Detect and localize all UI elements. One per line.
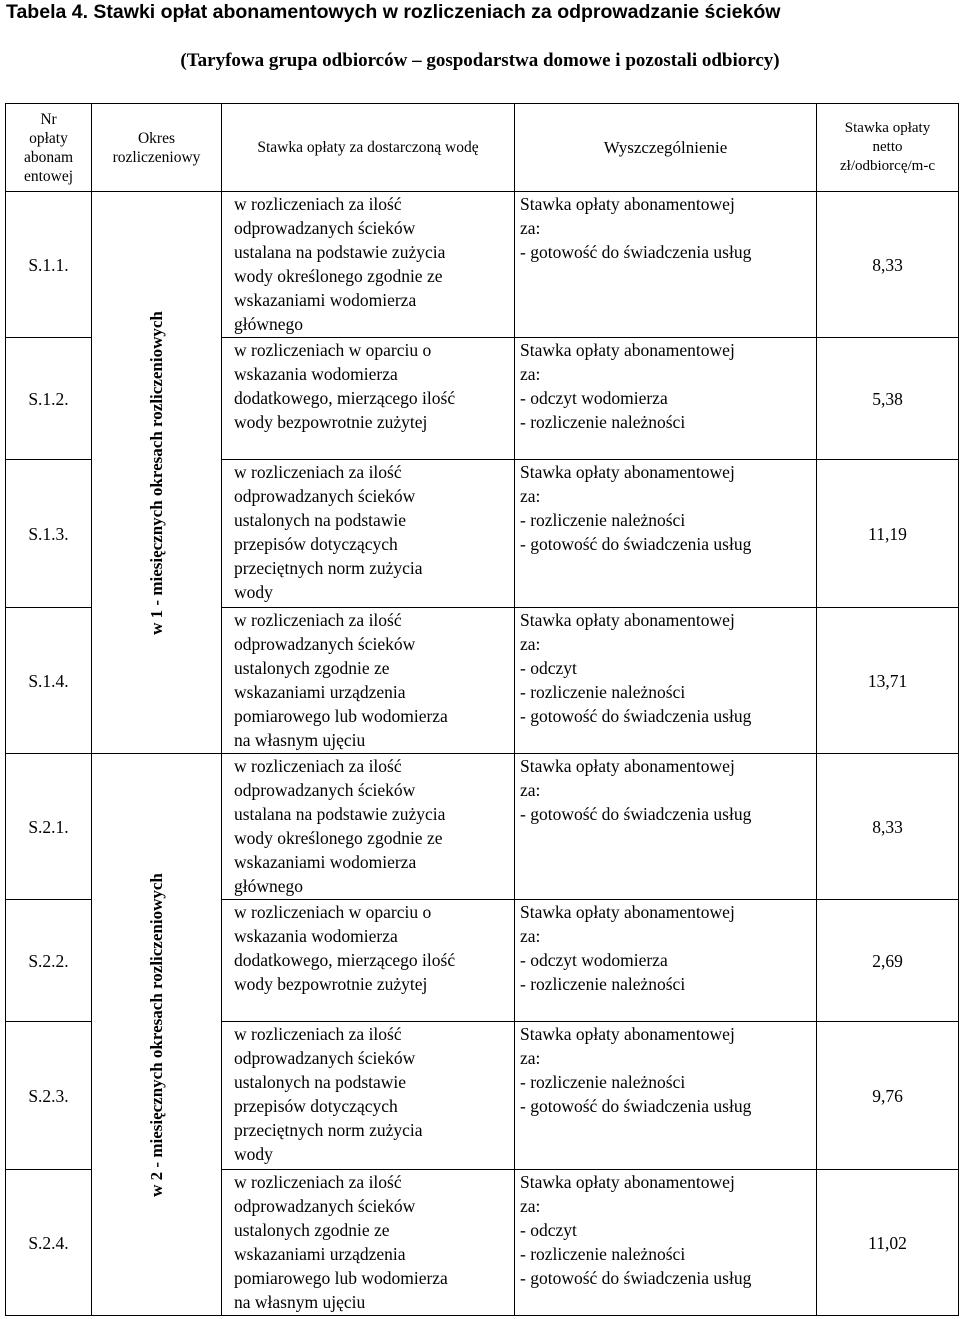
- tariff-table: [5, 103, 959, 1316]
- specification-line: - odczyt: [520, 1220, 577, 1240]
- description-line: w rozliczeniach w oparciu o: [234, 340, 432, 360]
- specification-line: za:: [520, 486, 541, 506]
- description-line: na własnym ujęciu: [234, 730, 366, 750]
- period-cell: [92, 754, 222, 1316]
- description-line: w rozliczeniach za ilość: [234, 756, 402, 776]
- specification-line: - odczyt: [520, 658, 577, 678]
- table-row: [6, 192, 959, 338]
- description-line: wskazaniami wodomierza: [234, 290, 417, 310]
- period-cell: [92, 192, 222, 754]
- water-rate-description: [222, 754, 515, 900]
- description-line: odprowadzanych ścieków: [234, 486, 416, 506]
- description-line: w rozliczeniach za ilość: [234, 462, 402, 482]
- description-line: głównego: [234, 314, 304, 334]
- description-line: ustalonych zgodnie ze: [234, 1220, 390, 1240]
- description-line: dodatkowego, mierzącego ilość: [234, 950, 456, 970]
- specification-line: za:: [520, 926, 541, 946]
- specification-line: Stawka opłaty abonamentowej: [520, 610, 735, 630]
- specification-line: Stawka opłaty abonamentowej: [520, 902, 735, 922]
- specification-line: - gotowość do świadczenia usług: [520, 1268, 752, 1288]
- description-line: ustalonych na podstawie: [234, 1072, 407, 1092]
- description-line: wody bezpowrotnie zużytej: [234, 412, 428, 432]
- description-line: odprowadzanych ścieków: [234, 634, 416, 654]
- specification-line: za:: [520, 1048, 541, 1068]
- row-number: S.2.1.: [6, 754, 92, 900]
- header-row: [6, 104, 959, 192]
- specification-line: - rozliczenie należności: [520, 412, 686, 432]
- description-line: w rozliczeniach w oparciu o: [234, 902, 432, 922]
- description-line: ustalonych zgodnie ze: [234, 658, 390, 678]
- specification: [515, 1022, 817, 1170]
- description-line: pomiarowego lub wodomierza: [234, 1268, 448, 1288]
- water-rate-description: [222, 460, 515, 608]
- table-subtitle: (Taryfowa grupa odbiorców – gospodarstwa domowe i pozostali odbiorcy): [180, 50, 780, 71]
- net-rate: 8,33: [817, 192, 959, 338]
- specification-line: - gotowość do świadczenia usług: [520, 804, 752, 824]
- specification-line: - gotowość do świadczenia usług: [520, 242, 752, 262]
- row-number: S.1.1.: [6, 192, 92, 338]
- specification-line: za:: [520, 364, 541, 384]
- header-nr: Nr opłaty abonam entowej: [6, 104, 92, 192]
- specification-line: za:: [520, 780, 541, 800]
- period-label: w 1 - miesięcznych okresach rozliczeniowych: [146, 310, 166, 635]
- specification-line: - rozliczenie należności: [520, 974, 686, 994]
- description-line: pomiarowego lub wodomierza: [234, 706, 448, 726]
- row-number: S.2.3.: [6, 1022, 92, 1170]
- description-line: dodatkowego, mierzącego ilość: [234, 388, 456, 408]
- water-rate-description: [222, 608, 515, 754]
- net-rate: 9,76: [817, 1022, 959, 1170]
- specification: [515, 192, 817, 338]
- period-label: w 2 - miesięcznych okresach rozliczeniowych: [146, 872, 166, 1197]
- description-line: przepisów dotyczących: [234, 534, 398, 554]
- specification-line: - rozliczenie należności: [520, 682, 686, 702]
- description-line: głównego: [234, 876, 304, 896]
- specification-line: - gotowość do świadczenia usług: [520, 1096, 752, 1116]
- specification: [515, 338, 817, 460]
- description-line: wody określonego zgodnie ze: [234, 828, 443, 848]
- specification-line: - gotowość do świadczenia usług: [520, 706, 752, 726]
- header-wyszczegolnienie: Wyszczególnienie: [515, 104, 817, 192]
- description-line: przepisów dotyczących: [234, 1096, 398, 1116]
- specification-line: - gotowość do świadczenia usług: [520, 534, 752, 554]
- water-rate-description: [222, 900, 515, 1022]
- description-line: odprowadzanych ścieków: [234, 218, 416, 238]
- specification-line: Stawka opłaty abonamentowej: [520, 1172, 735, 1192]
- specification-line: Stawka opłaty abonamentowej: [520, 756, 735, 776]
- specification-line: za:: [520, 1196, 541, 1216]
- water-rate-description: [222, 1022, 515, 1170]
- description-line: wody bezpowrotnie zużytej: [234, 974, 428, 994]
- row-number: S.2.4.: [6, 1170, 92, 1316]
- description-line: przeciętnych norm zużycia: [234, 558, 423, 578]
- water-rate-description: [222, 192, 515, 338]
- specification-line: - rozliczenie należności: [520, 510, 686, 530]
- description-line: ustalonych na podstawie: [234, 510, 407, 530]
- specification-line: - odczyt wodomierza: [520, 950, 668, 970]
- description-line: odprowadzanych ścieków: [234, 1196, 416, 1216]
- description-line: wskazaniami wodomierza: [234, 852, 417, 872]
- specification-line: Stawka opłaty abonamentowej: [520, 194, 735, 214]
- net-rate: 13,71: [817, 608, 959, 754]
- description-line: w rozliczeniach za ilość: [234, 1024, 402, 1044]
- specification-line: za:: [520, 218, 541, 238]
- row-number: S.1.4.: [6, 608, 92, 754]
- specification-line: Stawka opłaty abonamentowej: [520, 462, 735, 482]
- specification-line: za:: [520, 634, 541, 654]
- net-rate: 2,69: [817, 900, 959, 1022]
- description-line: wody określonego zgodnie ze: [234, 266, 443, 286]
- specification-line: - rozliczenie należności: [520, 1244, 686, 1264]
- description-line: wskazania wodomierza: [234, 926, 398, 946]
- specification: [515, 754, 817, 900]
- row-number: S.1.2.: [6, 338, 92, 460]
- row-number: S.2.2.: [6, 900, 92, 1022]
- description-line: odprowadzanych ścieków: [234, 780, 416, 800]
- description-line: ustalana na podstawie zużycia: [234, 804, 446, 824]
- description-line: w rozliczeniach za ilość: [234, 194, 402, 214]
- specification-line: - odczyt wodomierza: [520, 388, 668, 408]
- specification-line: - rozliczenie należności: [520, 1072, 686, 1092]
- specification-line: Stawka opłaty abonamentowej: [520, 1024, 735, 1044]
- table-row: [6, 754, 959, 900]
- description-line: w rozliczeniach za ilość: [234, 610, 402, 630]
- specification: [515, 900, 817, 1022]
- description-line: wskazaniami urządzenia: [234, 682, 406, 702]
- specification: [515, 1170, 817, 1316]
- specification: [515, 608, 817, 754]
- net-rate: 11,02: [817, 1170, 959, 1316]
- description-line: wody: [234, 1144, 273, 1164]
- specification: [515, 460, 817, 608]
- row-number: S.1.3.: [6, 460, 92, 608]
- description-line: na własnym ujęciu: [234, 1292, 366, 1312]
- table-title: Tabela 4. Stawki opłat abonamentowych w rozliczeniach za odprowadzanie ścieków: [6, 1, 781, 23]
- description-line: odprowadzanych ścieków: [234, 1048, 416, 1068]
- description-line: ustalana na podstawie zużycia: [234, 242, 446, 262]
- net-rate: 5,38: [817, 338, 959, 460]
- description-line: w rozliczeniach za ilość: [234, 1172, 402, 1192]
- description-line: wskazania wodomierza: [234, 364, 398, 384]
- net-rate: 11,19: [817, 460, 959, 608]
- water-rate-description: [222, 1170, 515, 1316]
- header-stawka-netto: Stawka opłaty netto zł/odbiorcę/m-c: [817, 104, 959, 192]
- description-line: przeciętnych norm zużycia: [234, 1120, 423, 1140]
- description-line: wskazaniami urządzenia: [234, 1244, 406, 1264]
- specification-line: Stawka opłaty abonamentowej: [520, 340, 735, 360]
- description-line: wody: [234, 582, 273, 602]
- water-rate-description: [222, 338, 515, 460]
- header-okres: Okres rozliczeniowy: [92, 104, 222, 192]
- net-rate: 8,33: [817, 754, 959, 900]
- header-stawka-woda: Stawka opłaty za dostarczoną wodę: [222, 104, 515, 192]
